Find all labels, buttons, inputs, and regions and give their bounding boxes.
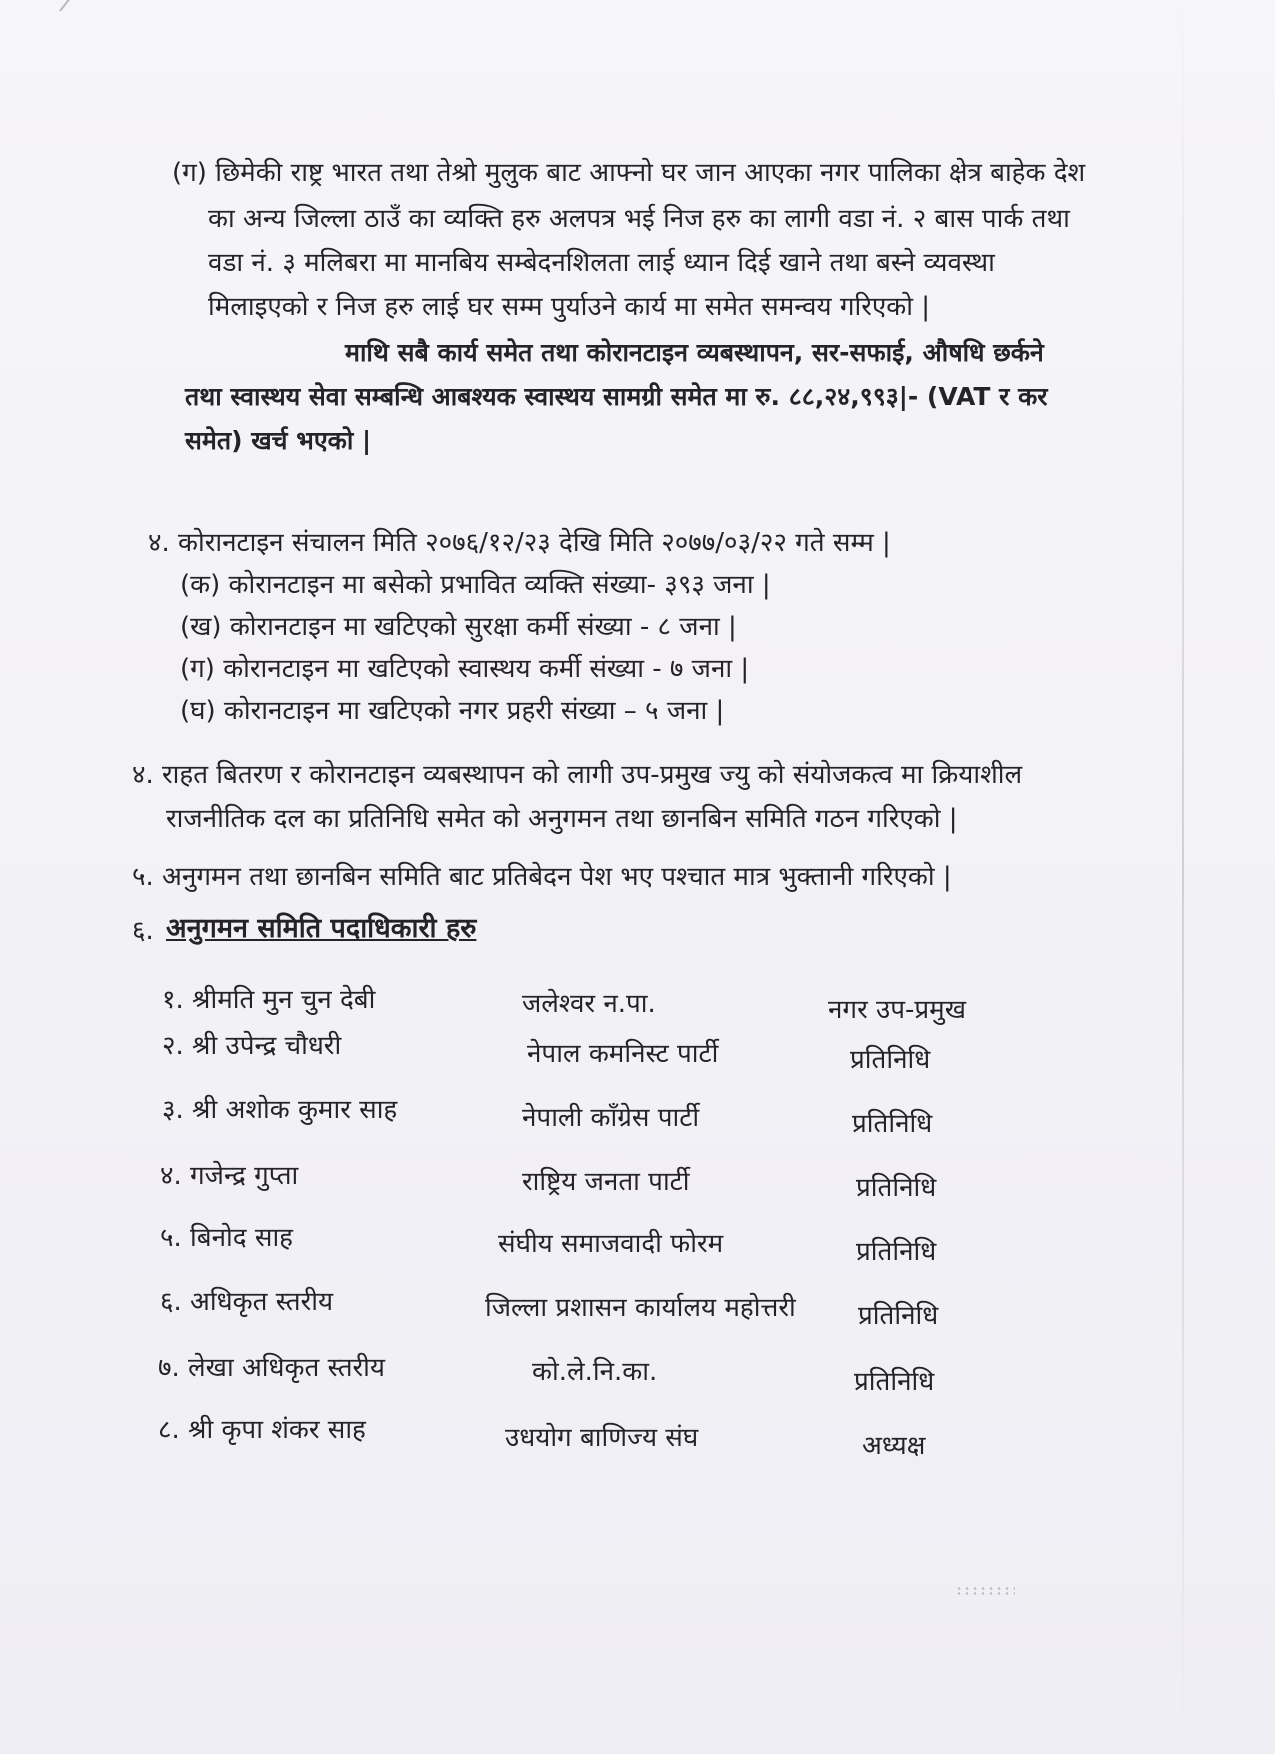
member-name: ४. गजेन्द्र गुप्ता: [160, 1161, 299, 1191]
item-4b-line-2: राजनीतिक दल का प्रतिनिधि समेत को अनुगमन तथा छानबिन समिति गठन गरिएको |: [166, 804, 958, 834]
item-4a-kha: (ख) कोरानटाइन मा खटिएको सुरक्षा कर्मी संख्या - ८ जना |: [180, 612, 737, 642]
member-name: ३. श्री अशोक कुमार साह: [162, 1095, 398, 1125]
member-name: २. श्री उपेन्द्र चौधरी: [162, 1031, 342, 1061]
member-role: प्रतिनिधि: [856, 1173, 937, 1203]
member-role: प्रतिनिधि: [858, 1301, 939, 1331]
item-4b-line-1: ४. राहत बितरण र कोरानटाइन व्यबस्थापन को लागी उप-प्रमुख ज्यु को संयोजकत्व मा क्रियाशील: [132, 760, 1023, 790]
item-4a-ka: (क) कोरानटाइन मा बसेको प्रभावित व्यक्ति संख्या- ३९३ जना |: [180, 570, 771, 600]
page-fold-mark: [59, 0, 141, 12]
member-name: १. श्रीमति मुन चुन देबी: [162, 985, 376, 1015]
member-org: राष्ट्रिय जनता पार्टी: [522, 1167, 690, 1197]
section-g-line-3: वडा नं. ३ मलिबरा मा मानबिय सम्बेदनशिलता लाई ध्यान दिई खाने तथा बस्ने व्यवस्था: [208, 248, 995, 278]
page-crease: [1182, 0, 1184, 1754]
scan-speck: [955, 1586, 1015, 1596]
member-role: प्रतिनिधि: [850, 1045, 931, 1075]
expense-line-3: समेत) खर्च भएको |: [185, 426, 372, 455]
member-role: नगर उप-प्रमुख: [828, 995, 966, 1025]
member-name: ६. अधिकृत स्तरीय: [160, 1287, 334, 1317]
section-g-line-4: मिलाइएको र निज हरु लाई घर सम्म पुर्याउने कार्य मा समेत समन्वय गरिएको |: [208, 292, 930, 322]
item-5: ५. अनुगमन तथा छानबिन समिति बाट प्रतिबेदन पेश भए पश्चात मात्र भुक्तानी गरिएको |: [132, 862, 952, 892]
member-role: प्रतिनिधि: [852, 1109, 933, 1139]
member-role: अध्यक्ष: [862, 1431, 926, 1461]
member-org: को.ले.नि.का.: [532, 1357, 658, 1387]
section-g-line-1: (ग) छिमेकी राष्ट्र भारत तथा तेश्रो मुलुक बाट आफ्नो घर जान आएका नगर पालिका क्षेत्र बाहेक देश: [172, 158, 1086, 188]
member-role: प्रतिनिधि: [854, 1367, 935, 1397]
member-org: जलेश्वर न.पा.: [522, 989, 656, 1019]
member-name: ५. बिनोद साह: [160, 1223, 293, 1253]
member-name: ७. लेखा अधिकृत स्तरीय: [158, 1353, 385, 1383]
expense-line-1: माथि सबै कार्य समेत तथा कोरानटाइन व्यबस्थापन, सर-सफाई, औषधि छर्कने: [345, 338, 1044, 367]
member-org: जिल्ला प्रशासन कार्यालय महोत्तरी: [485, 1293, 796, 1323]
item-4a-ga: (ग) कोरानटाइन मा खटिएको स्वास्थय कर्मी संख्या - ७ जना |: [180, 654, 750, 684]
item-6-heading: अनुगमन समिति पदाधिकारी हरु: [166, 913, 477, 944]
member-org: नेपाली काँग्रेस पार्टी: [522, 1103, 700, 1133]
expense-line-2: तथा स्वास्थय सेवा सम्बन्धि आबश्यक स्वास्थय सामग्री समेत मा रु. ८८,२४,९९३|- (VAT र कर: [185, 382, 1048, 411]
member-name: ८. श्री कृपा शंकर साह: [158, 1415, 366, 1445]
item-4a-heading: ४. कोरानटाइन संचालन मिति २०७६/१२/२३ देखि मिति २०७७/०३/२२ गते सम्म |: [148, 528, 891, 558]
member-org: संघीय समाजवादी फोरम: [498, 1229, 724, 1259]
item-4a-gha: (घ) कोरानटाइन मा खटिएको नगर प्रहरी संख्या – ५ जना |: [180, 696, 725, 726]
member-org: नेपाल कमनिस्ट पार्टी: [527, 1039, 719, 1069]
item-6-number: ६.: [132, 916, 154, 946]
member-org: उधयोग बाणिज्य संघ: [505, 1423, 699, 1453]
section-g-line-2: का अन्य जिल्ला ठाउँ का व्यक्ति हरु अलपत्र भई निज हरु का लागी वडा नं. २ बास पार्क तथा: [208, 204, 1070, 234]
member-role: प्रतिनिधि: [856, 1237, 937, 1267]
